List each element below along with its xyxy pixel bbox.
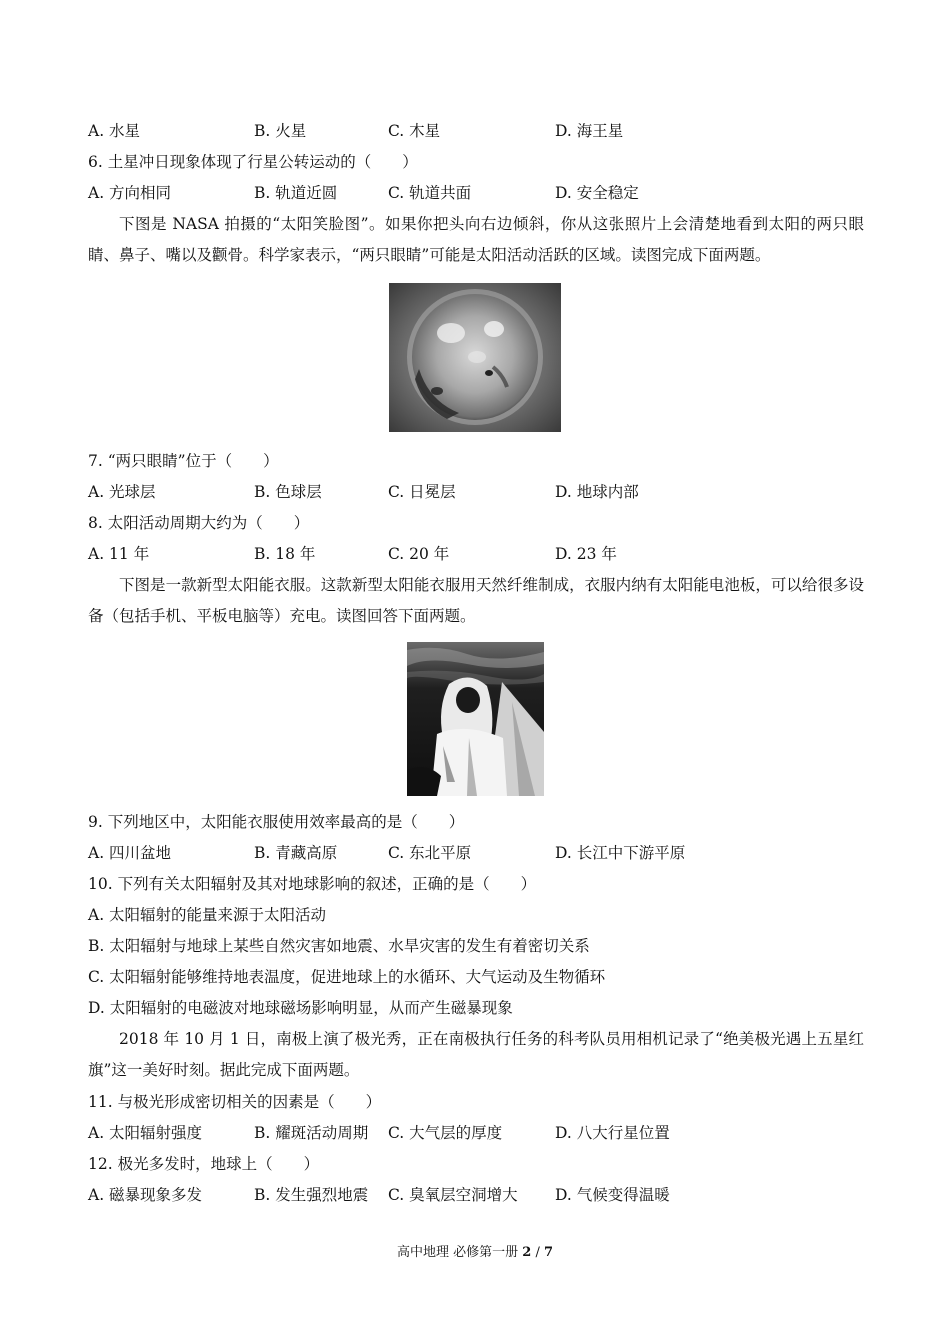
option-a: A. 四川盆地 [88,844,172,862]
option-c: C. 大气层的厚度 [388,1124,503,1142]
option-a: A. 光球层 [88,483,156,501]
option-c: C. 木星 [388,122,441,140]
option-b: B. 青藏高原 [254,844,338,862]
option-d: D. 23 年 [555,545,617,563]
option-b: B. 发生强烈地震 [254,1186,369,1204]
question-6-stem: 6. 土星冲日现象体现了行星公转运动的（ ） [88,153,418,171]
question-10-stem: 10. 下列有关太阳辐射及其对地球影响的叙述，正确的是（ ） [88,875,537,893]
option-d: D. 地球内部 [555,483,639,501]
footer-page-number: 2 [522,1245,532,1260]
q11-options [88,1123,868,1143]
option-d: D. 海王星 [555,122,624,140]
option-d: D. 八大行星位置 [555,1124,670,1142]
question-7-stem: 7. “两只眼睛”位于（ ） [88,452,279,470]
q12-options [88,1185,868,1205]
solar-clothing-photo [407,642,544,796]
sun-smile-photo [389,283,561,432]
q10-option-d: D. 太阳辐射的电磁波对地球磁场影响明显，从而产生磁暴现象 [88,999,513,1017]
option-b: B. 火星 [254,122,307,140]
q10-option-c: C. 太阳辐射能够维持地表温度，促进地球上的水循环、大气运动及生物循环 [88,968,606,986]
option-a: A. 水星 [88,122,141,140]
option-d: D. 气候变得温暖 [555,1186,670,1204]
option-b: B. 耀斑活动周期 [254,1124,369,1142]
passage-sun-smile: 下图是 NASA 拍摄的“太阳笑脸图”。如果你把头向右边倾斜，你从这张照片上会清楚地看到太阳的两只眼睛、鼻子、嘴以及颧骨。科学家表示，“两只眼睛”可能是太阳活动活跃的区域。读图完成下面两题。 [88,215,864,264]
option-b: B. 轨道近圆 [254,184,338,202]
q7-options [88,482,868,502]
question-12-stem: 12. 极光多发时，地球上（ ） [88,1155,320,1173]
option-a: A. 11 年 [88,545,150,563]
q5-options [88,121,868,141]
footer-separator: / [531,1245,544,1260]
q10-option-b: B. 太阳辐射与地球上某些自然灾害如地震、水旱灾害的发生有着密切关系 [88,937,590,955]
option-c: C. 臭氧层空洞增大 [388,1186,518,1204]
q8-options [88,544,868,564]
option-c: C. 轨道共面 [388,184,472,202]
option-d: D. 安全稳定 [555,184,639,202]
q10-option-a: A. 太阳辐射的能量来源于太阳活动 [88,906,327,924]
question-9-stem: 9. 下列地区中，太阳能衣服使用效率最高的是（ ） [88,813,465,831]
question-8-stem: 8. 太阳活动周期大约为（ ） [88,514,310,532]
question-11-stem: 11. 与极光形成密切相关的因素是（ ） [88,1093,382,1111]
footer-page-total: 7 [543,1245,554,1260]
option-c: C. 20 年 [388,545,450,563]
option-a: A. 方向相同 [88,184,172,202]
q9-options [88,843,868,863]
option-d: D. 长江中下游平原 [555,844,686,862]
option-c: C. 东北平原 [388,844,472,862]
option-a: A. 磁暴现象多发 [88,1186,203,1204]
option-b: B. 18 年 [254,545,316,563]
option-b: B. 色球层 [254,483,322,501]
passage-solar-clothing: 下图是一款新型太阳能衣服。这款新型太阳能衣服用天然纤维制成，衣服内纳有太阳能电池板，可以给很多设备（包括手机、平板电脑等）充电。读图回答下面两题。 [88,576,864,625]
passage-aurora: 2018 年 10 月 1 日，南极上演了极光秀，正在南极执行任务的科考队员用相机记录了“绝美极光遇上五星红旗”这一美好时刻。据此完成下面两题。 [88,1030,864,1079]
option-a: A. 太阳辐射强度 [88,1124,203,1142]
option-c: C. 日冕层 [388,483,456,501]
footer-subject: 高中地理 必修第一册 [396,1245,519,1260]
page-footer [0,1244,950,1262]
q6-options [88,183,868,203]
